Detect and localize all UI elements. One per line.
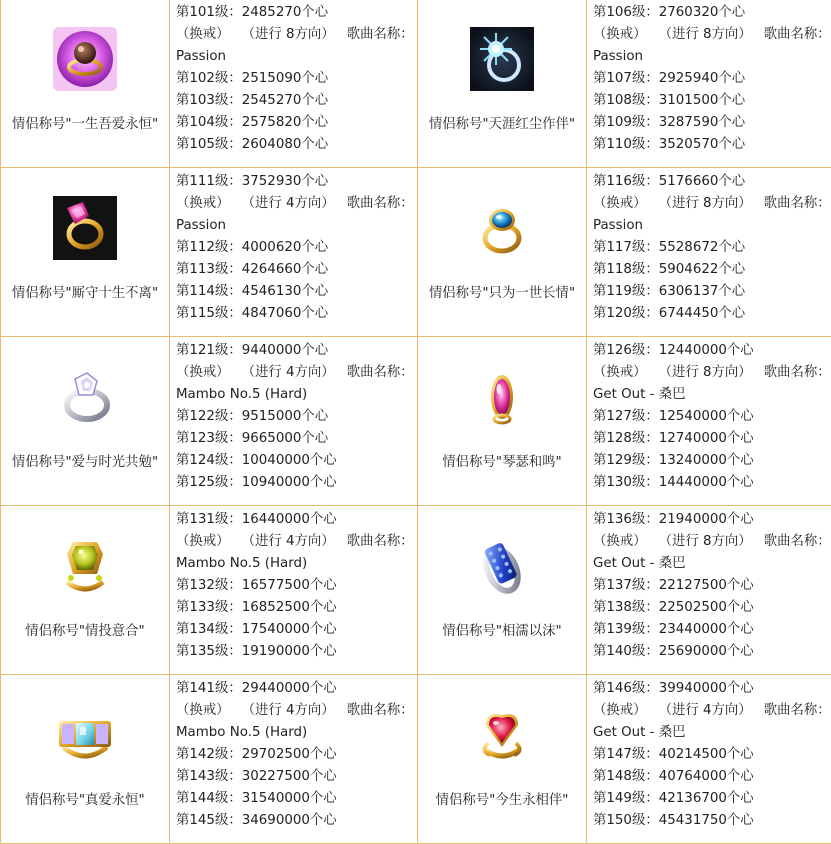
table-row [1,337,831,506]
couple-title-label: 情侣称号"爱与时光共勉" [1,451,169,470]
ring-image-cell [1,168,170,337]
level-info-cell [170,675,418,844]
ring-image-cell [1,0,170,168]
level-line: 第104级：2575820个心 [176,112,417,134]
ring-image-cell [1,506,170,675]
task-line: （换戒） （进行 4方向） 歌曲名称： [176,193,417,215]
level-line: 第106级：2760320个心 [593,2,831,24]
ring-purple-orb-icon [53,27,117,91]
ring-image-cell [1,337,170,506]
ring-image-cell [418,506,587,675]
level-line: 第133级：16852500个心 [176,597,417,619]
couple-title-label: 情侣称号"天涯红尘作伴" [418,113,586,132]
couple-title-label: 情侣称号"只为一世长情" [418,282,586,301]
level-line: 第129级：13240000个心 [593,450,831,472]
level-line: 第114级：4546130个心 [176,281,417,303]
level-line: 第105级：2604080个心 [176,134,417,156]
table-row [1,506,831,675]
ring-gold-peridot-icon [53,534,117,598]
song-name: Passion [593,215,831,237]
level-info-cell [170,0,418,168]
level-line: 第101级：2485270个心 [176,2,417,24]
level-info-cell [587,337,831,506]
task-line: （换戒） （进行 4方向） 歌曲名称： [176,531,417,553]
task-line: （换戒） （进行 8方向） 歌曲名称： [593,193,831,215]
couple-title-label: 情侣称号"情投意合" [1,620,169,639]
level-line: 第136级：21940000个心 [593,509,831,531]
level-line: 第141级：29440000个心 [176,678,417,700]
song-name: Get Out - 桑巴 [593,722,831,744]
ring-image-cell [418,168,587,337]
level-line: 第128级：12740000个心 [593,428,831,450]
ring-pink-marquise-icon [470,365,534,429]
ring-image-cell [418,0,587,168]
level-line: 第119级：6306137个心 [593,281,831,303]
level-line: 第116级：5176660个心 [593,171,831,193]
level-line: 第111级：3752930个心 [176,171,417,193]
level-line: 第113级：4264660个心 [176,259,417,281]
level-line: 第123级：9665000个心 [176,428,417,450]
level-line: 第147级：40214500个心 [593,744,831,766]
song-name: Passion [593,46,831,68]
level-line: 第103级：2545270个心 [176,90,417,112]
song-name: Get Out - 桑巴 [593,384,831,406]
couple-title-label: 情侣称号"琴瑟和鸣" [418,451,586,470]
task-line: （换戒） （进行 4方向） 歌曲名称： [176,362,417,384]
level-line: 第126级：12440000个心 [593,340,831,362]
level-line: 第121级：9440000个心 [176,340,417,362]
ring-blue-star-icon [470,27,534,91]
level-line: 第140级：25690000个心 [593,641,831,663]
level-line: 第148级：40764000个心 [593,766,831,788]
level-line: 第117级：5528672个心 [593,237,831,259]
level-line: 第107级：2925940个心 [593,68,831,90]
level-line: 第112级：4000620个心 [176,237,417,259]
ring-image-cell [1,675,170,844]
level-info-cell [587,675,831,844]
level-line: 第130级：14440000个心 [593,472,831,494]
couple-title-label: 情侣称号"一生吾爱永恒" [1,113,169,132]
song-name: Passion [176,215,417,237]
level-line: 第146级：39940000个心 [593,678,831,700]
song-name: Mambo No.5 (Hard) [176,384,417,406]
song-name: Mambo No.5 (Hard) [176,722,417,744]
table-row [1,0,831,168]
level-line: 第102级：2515090个心 [176,68,417,90]
ring-blue-gem-icon [470,196,534,260]
song-name: Get Out - 桑巴 [593,553,831,575]
ring-image-cell [418,337,587,506]
ring-pink-crystal-icon [53,196,117,260]
table-row [1,675,831,844]
level-line: 第122级：9515000个心 [176,406,417,428]
level-info-cell [170,506,418,675]
table-row [1,168,831,337]
level-info-cell [170,168,418,337]
level-line: 第125级：10940000个心 [176,472,417,494]
ring-silver-diamond-icon [53,365,117,429]
level-line: 第131级：16440000个心 [176,509,417,531]
couple-title-label: 情侣称号"相濡以沫" [418,620,586,639]
level-line: 第124级：10040000个心 [176,450,417,472]
ring-sapphire-band-icon [470,534,534,598]
level-line: 第120级：6744450个心 [593,303,831,325]
couple-title-label: 情侣称号"今生永相伴" [418,789,586,808]
level-info-cell [587,0,831,168]
level-line: 第132级：16577500个心 [176,575,417,597]
task-line: （换戒） （进行 8方向） 歌曲名称： [593,531,831,553]
couple-title-label: 情侣称号"真爱永恒" [1,789,169,808]
level-line: 第138级：22502500个心 [593,597,831,619]
task-line: （换戒） （进行 8方向） 歌曲名称： [593,362,831,384]
ring-aquamarine-icon [53,703,117,767]
level-line: 第109级：3287590个心 [593,112,831,134]
level-line: 第118级：5904622个心 [593,259,831,281]
level-line: 第150级：45431750个心 [593,810,831,832]
song-name: Passion [176,46,417,68]
task-line: （换戒） （进行 4方向） 歌曲名称： [593,700,831,722]
ring-image-cell [418,675,587,844]
ring-title-table-body [1,0,831,844]
task-line: （换戒） （进行 8方向） 歌曲名称： [593,24,831,46]
level-info-cell [587,506,831,675]
level-line: 第139级：23440000个心 [593,619,831,641]
level-line: 第143级：30227500个心 [176,766,417,788]
level-line: 第115级：4847060个心 [176,303,417,325]
level-info-cell [170,337,418,506]
level-line: 第127级：12540000个心 [593,406,831,428]
level-line: 第144级：31540000个心 [176,788,417,810]
level-line: 第135级：19190000个心 [176,641,417,663]
task-line: （换戒） （进行 4方向） 歌曲名称： [176,700,417,722]
level-line: 第137级：22127500个心 [593,575,831,597]
level-line: 第142级：29702500个心 [176,744,417,766]
task-line: （换戒） （进行 8方向） 歌曲名称： [176,24,417,46]
level-line: 第134级：17540000个心 [176,619,417,641]
level-line: 第108级：3101500个心 [593,90,831,112]
level-line: 第149级：42136700个心 [593,788,831,810]
level-line: 第110级：3520570个心 [593,134,831,156]
level-line: 第145级：34690000个心 [176,810,417,832]
level-info-cell [587,168,831,337]
song-name: Mambo No.5 (Hard) [176,553,417,575]
couple-title-label: 情侣称号"厮守十生不离" [1,282,169,301]
ring-ruby-heart-icon [470,703,534,767]
